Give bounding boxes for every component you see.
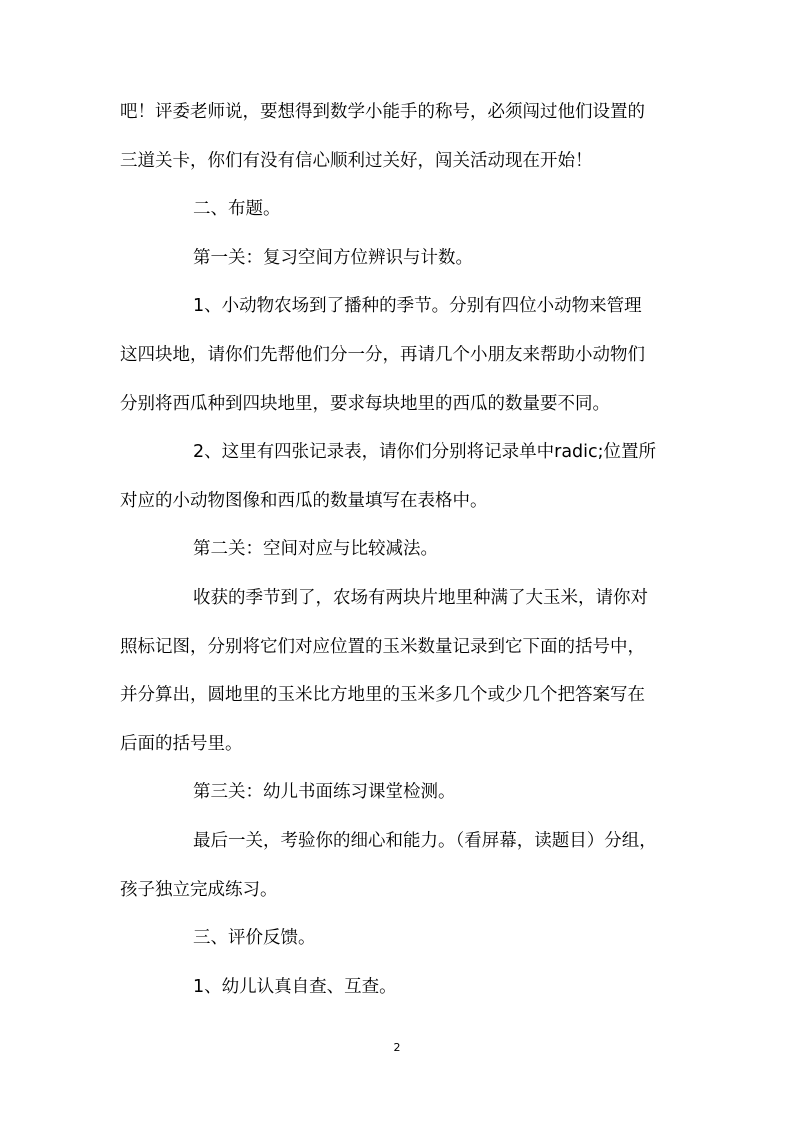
text-line: 对应的小动物图像和西瓜的数量填写在表格中。 [120,490,488,511]
section-heading: 二、布题。 [193,199,281,220]
subsection-heading: 第二关：空间对应与比较减法。 [193,539,438,560]
text-line: 收获的季节到了，农场有两块片地里种满了大玉米，请你对 [193,587,648,608]
text-line: 照标记图，分别将它们对应位置的玉米数量记录到它下面的括号中， [120,636,645,657]
text-line: 孩子独立完成练习。 [120,879,278,900]
text-line: 三道关卡，你们有没有信心顺利过关好，闯关活动现在开始！ [120,150,593,171]
text-line: 这四块地，请你们先帮他们分一分，再请几个小朋友来帮助小动物们 [120,344,645,365]
subsection-heading: 第三关：幼儿书面练习课堂检测。 [193,782,456,803]
text-line: 分别将西瓜种到四块地里，要求每块地里的西瓜的数量要不同。 [120,393,610,414]
section-heading: 三、评价反馈。 [193,928,316,949]
text-line: 1、幼儿认真自查、互查。 [193,976,397,997]
text-line: 后面的括号里。 [120,733,243,754]
document-body [120,88,678,1011]
text-line: 并分算出，圆地里的玉米比方地里的玉米多几个或少几个把答案写在 [120,685,645,706]
text-line: 2、这里有四张记录表，请你们分别将记录单中radic;位置所 [193,442,657,463]
text-line: 吧！评委老师说，要想得到数学小能手的称号，必须闯过他们设置的 [120,102,645,122]
text-line: 1、小动物农场到了播种的季节。分别有四位小动物来管理 [193,296,642,317]
text-line: 最后一关，考验你的细心和能力。（看屏幕，读题目）分组， [193,830,657,851]
page-number: 2 [393,1041,401,1054]
subsection-heading: 第一关：复习空间方位辨识与计数。 [193,247,473,268]
